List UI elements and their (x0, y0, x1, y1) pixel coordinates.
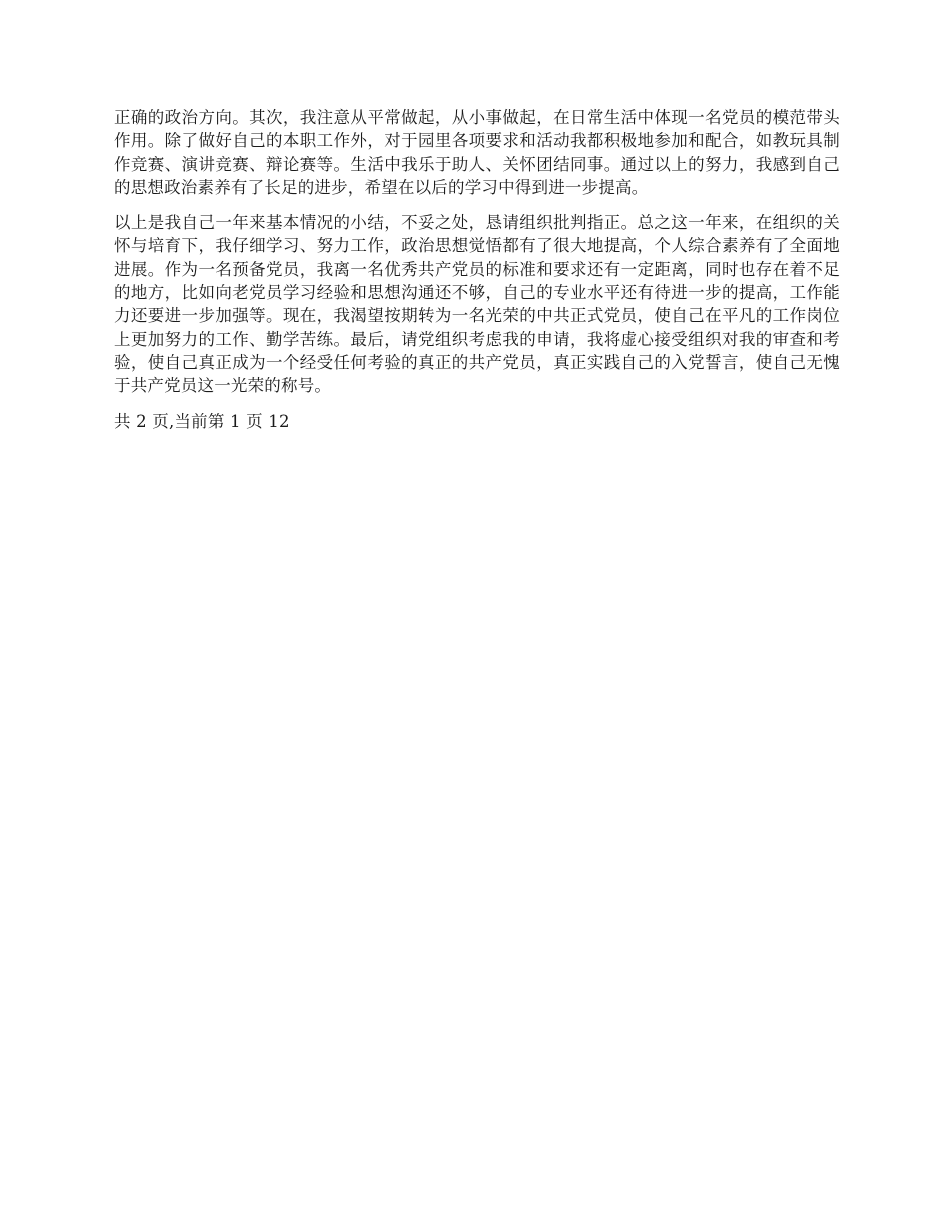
page-indicator: 共 2 页,当前第 1 页 12 (114, 411, 290, 431)
document-page (114, 106, 840, 433)
body-paragraph-2: 以上是我自己一年来基本情况的小结，不妥之处，恳请组织批判指正。总之这一年来，在组织的关怀与培育下，我仔细学习、努力工作，政治思想觉悟都有了很大地提高，个人综合素养有了全面地进展。作为一名预备党员，我离一名优秀共产党员的标准和要求还有一定距离，同时也存在着不足的地方，比如向老党员学习经验和思想沟通还不够，自己的专业水平还有待进一步的提高，工作能力还要进一步加强等。现在，我渴望按期转为一名光荣的中共正式党员，使自己在平凡的工作岗位上更加努力的工作、勤学苦练。最后，请党组织考虑我的申请，我将虚心接受组织对我的审查和考验，使自己真正成为一个经受任何考验的真正的共产党员，真正实践自己的入党誓言，使自己无愧于共产党员这一光荣的称号。 (114, 213, 840, 396)
body-paragraph-1: 正确的政治方向。其次，我注意从平常做起，从小事做起，在日常生活中体现一名党员的模范带头作用。除了做好自己的本职工作外，对于园里各项要求和活动我都积极地参加和配合，如教玩具制作竞赛、演讲竞赛、辩论赛等。生活中我乐于助人、关怀团结同事。通过以上的努力，我感到自己的思想政治素养有了长足的进步，希望在以后的学习中得到进一步提高。 (114, 108, 840, 197)
